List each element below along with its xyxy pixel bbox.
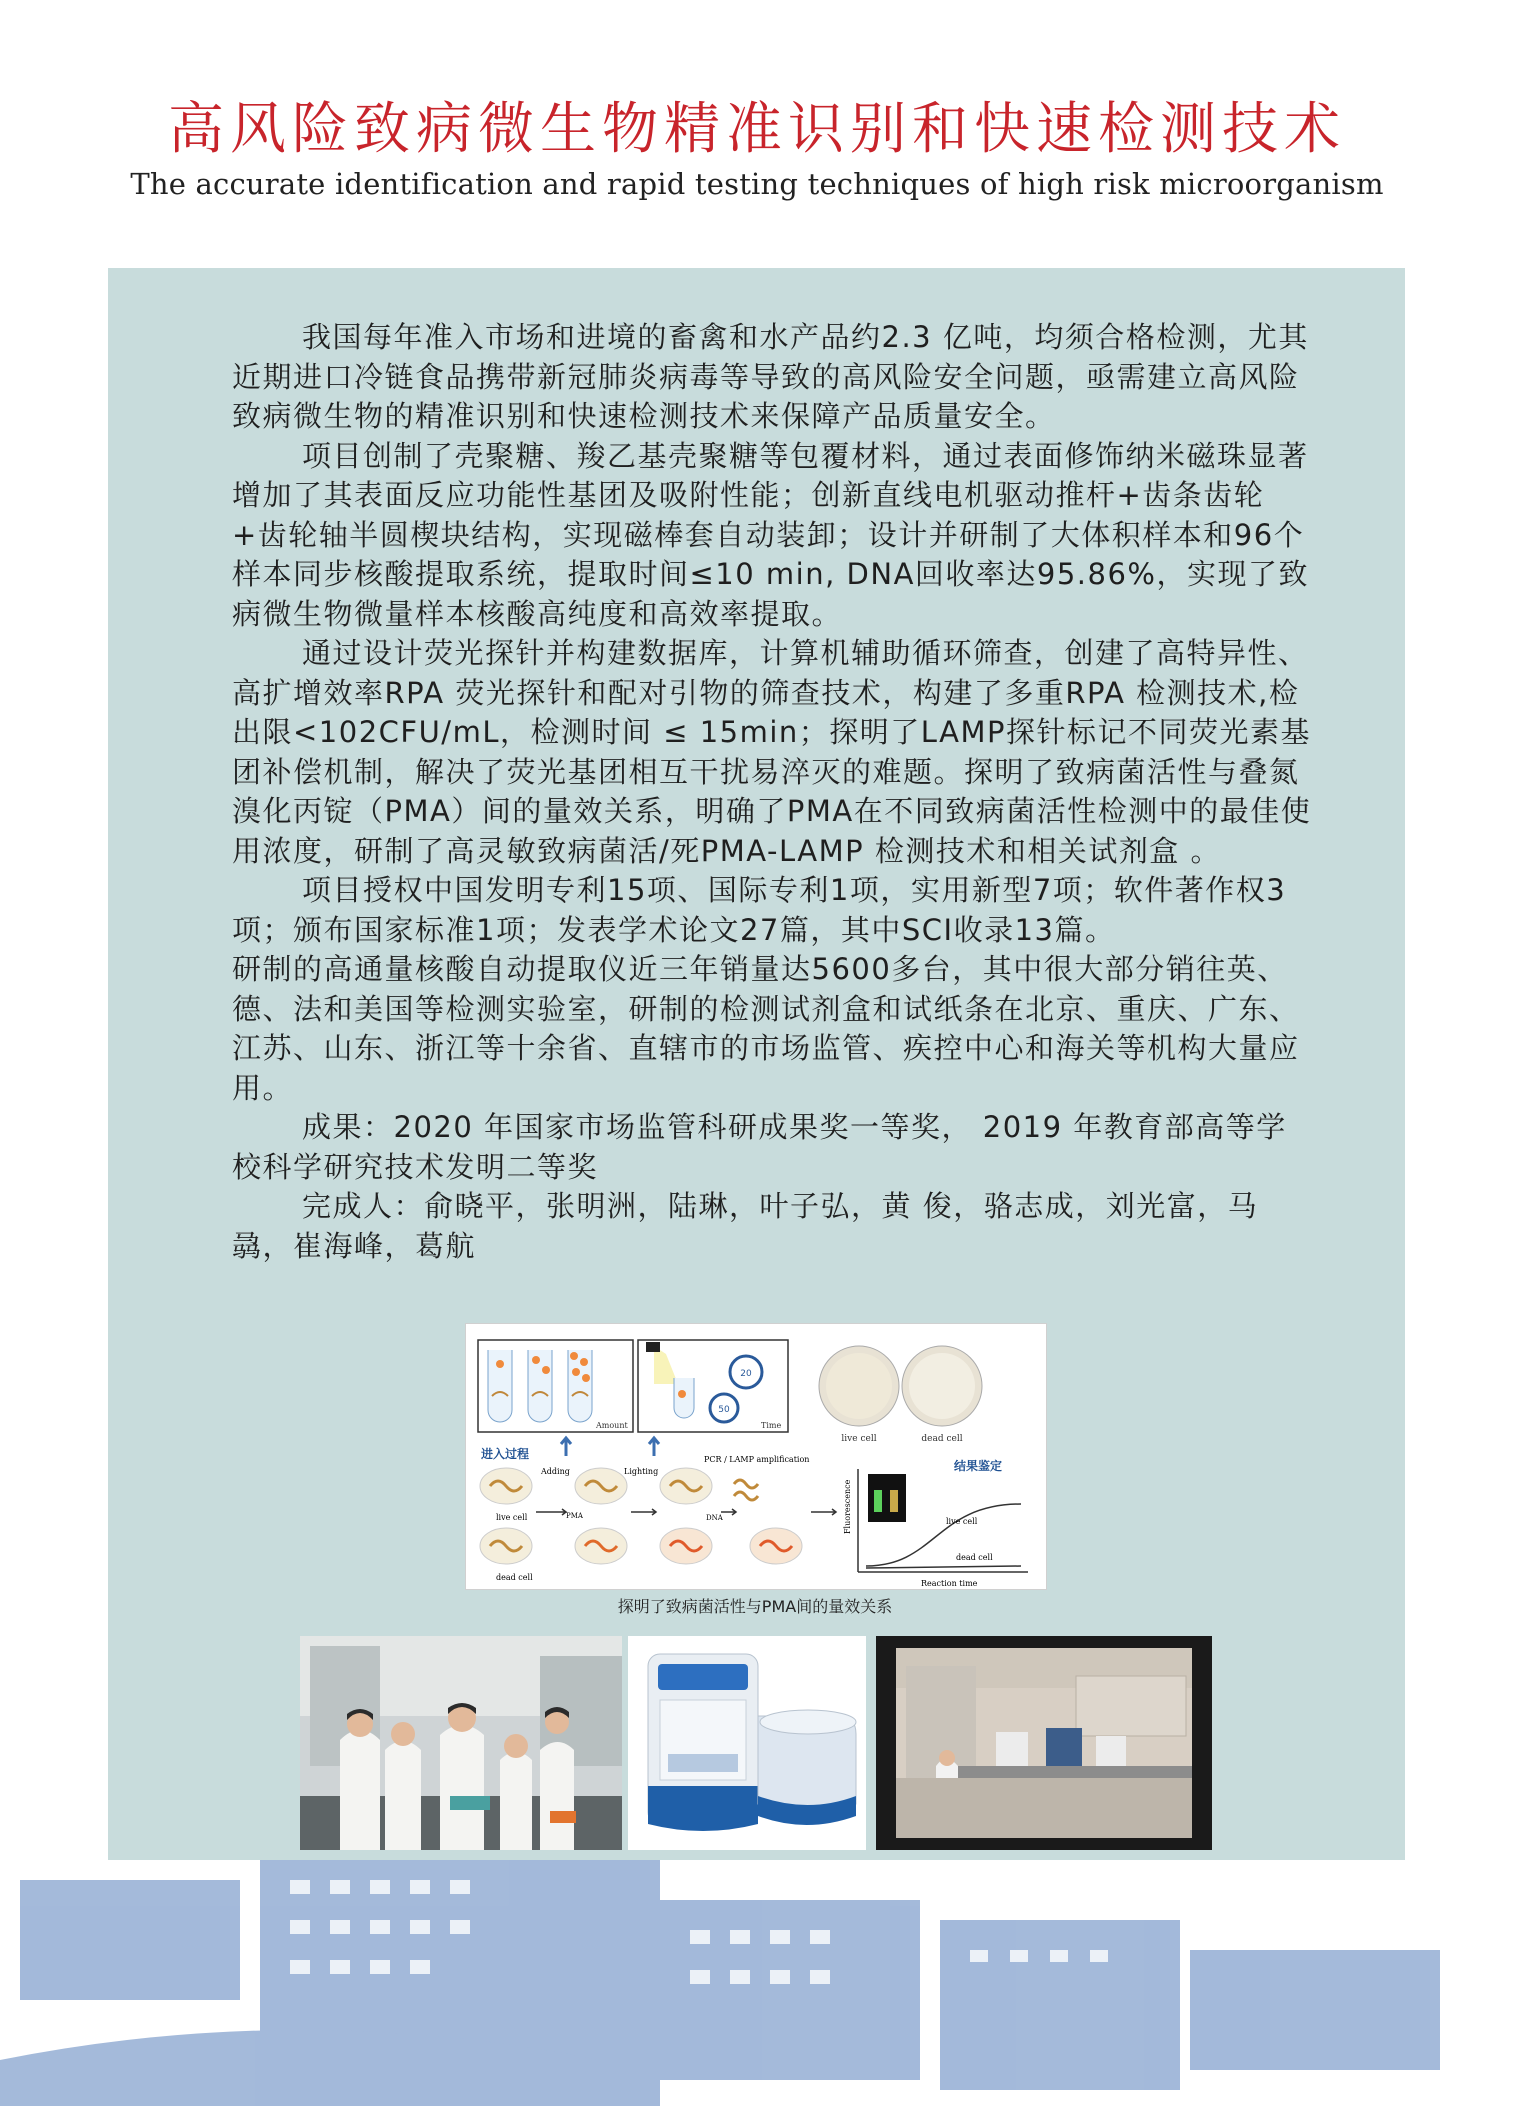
- curve-dead-label: dead cell: [956, 1553, 993, 1562]
- paragraph-patents: 项目授权中国发明专利15项、国际专利1项，实用新型7项；软件著作权3项；颁布国家标准1项；发表学术论文27篇，其中SCI收录13篇。: [232, 873, 1287, 947]
- pma-label: PMA: [566, 1512, 583, 1520]
- lab-room-photo: [876, 1636, 1212, 1850]
- paragraph-contributors: 完成人：俞晓平，张明洲，陆琳，叶子弘，黄 俊，骆志成，刘光富，马骉，崔海峰，葛航: [232, 1189, 1259, 1263]
- dead-cell-label: dead cell: [496, 1573, 533, 1582]
- extractor-instrument-photo: [628, 1636, 866, 1850]
- paragraph-extraction: 项目创制了壳聚糖、羧乙基壳聚糖等包覆材料，通过表面修饰纳米磁珠显著增加了其表面反应功能性基团及吸附性能；创新直线电机驱动推杆+齿条齿轮+齿轮轴半圆楔块结构，实现磁棒套自动装卸；设计并研制了大体积样本和96个样本同步核酸提取系统，提取时间≤10 min, DNA回收率达95.86%，实现了致病微生物微量样本核酸高纯度和高效率提取。: [232, 438, 1309, 631]
- pma-diagram-figure: [466, 1324, 1046, 1589]
- paragraph-sales: 研制的高通量核酸自动提取仪近三年销量达5600多台，其中很大部分销往英、德、法和美国等检测实验室，研制的检测试剂盒和试纸条在北京、重庆、广东、江苏、山东、浙江等十余省、直辖市的市场监管、疾控中心和海关等机构大量应用。: [232, 952, 1300, 1105]
- dna-label: DNA: [706, 1514, 723, 1522]
- adding-label: Adding: [541, 1467, 570, 1476]
- paragraph-detection: 通过设计荧光探针并构建数据库，计算机辅助循环筛查，创建了高特异性、高扩增效率RPA 荧光探针和配对引物的筛查技术，构建了多重RPA 检测技术,检出限<102CFU/mL，检测时间 ≤ 15min；探明了LAMP探针标记不同荧光素基团补偿机制，解决了荧光基团相互干扰易淬灭的难题。探明了致病菌活性与叠氮溴化丙锭（PMA）间的量效关系，明确了PMA在不同致病菌活性检测中的最佳使用浓度，研制了高灵敏致病菌活/死PMA-LAMP 检测技术和相关试剂盒 。: [232, 636, 1312, 868]
- paragraph-background: 我国每年准入市场和进境的畜禽和水产品约2.3 亿吨，均须合格检测，尤其近期进口冷链食品携带新冠肺炎病毒等导致的高风险安全问题，亟需建立高风险致病微生物的精准识别和快速检测技术来保障产品质量安全。: [232, 320, 1309, 433]
- diagram-caption: 探明了致病菌活性与PMA间的量效关系: [617, 1597, 893, 1616]
- amount-label: Amount: [596, 1421, 628, 1430]
- result-label: 结果鉴定: [954, 1459, 1003, 1473]
- photo-live-label: live cell: [841, 1434, 877, 1444]
- petri-dishes: [819, 1346, 982, 1426]
- reaction-time-label: Reaction time: [921, 1579, 978, 1588]
- fluorescence-axis-label: Fluorescence: [843, 1479, 852, 1534]
- curve-live-label: live cell: [946, 1517, 978, 1526]
- campus-buildings-decoration: [0, 1860, 1514, 2106]
- paragraph-awards: 成果：2020 年国家市场监管科研成果奖一等奖， 2019 年教育部高等学校科学研究技术发明二等奖: [232, 1110, 1287, 1184]
- time-label: Time: [761, 1421, 782, 1430]
- pma-diagram: [465, 1323, 1047, 1590]
- lighting-label: Lighting: [624, 1467, 659, 1476]
- page-subtitle: The accurate identification and rapid testing techniques of high risk microorganism: [130, 167, 1384, 201]
- time-20: 20: [740, 1369, 752, 1379]
- body-text: [232, 318, 1312, 1266]
- test-tubes-amount: [488, 1350, 592, 1422]
- header: [0, 95, 1514, 203]
- page-title: 高风险致病微生物精准识别和快速检测技术: [168, 97, 1346, 162]
- amplification-label: PCR / LAMP amplification: [704, 1455, 810, 1464]
- cells-row: [480, 1468, 802, 1564]
- photo-dead-label: dead cell: [921, 1434, 963, 1444]
- time-50: 50: [718, 1405, 730, 1415]
- live-cell-label: live cell: [496, 1513, 528, 1522]
- fluorescence-plot: [858, 1469, 1028, 1572]
- lab-team-photo: [300, 1636, 622, 1850]
- entry-label: 进入过程: [481, 1447, 530, 1461]
